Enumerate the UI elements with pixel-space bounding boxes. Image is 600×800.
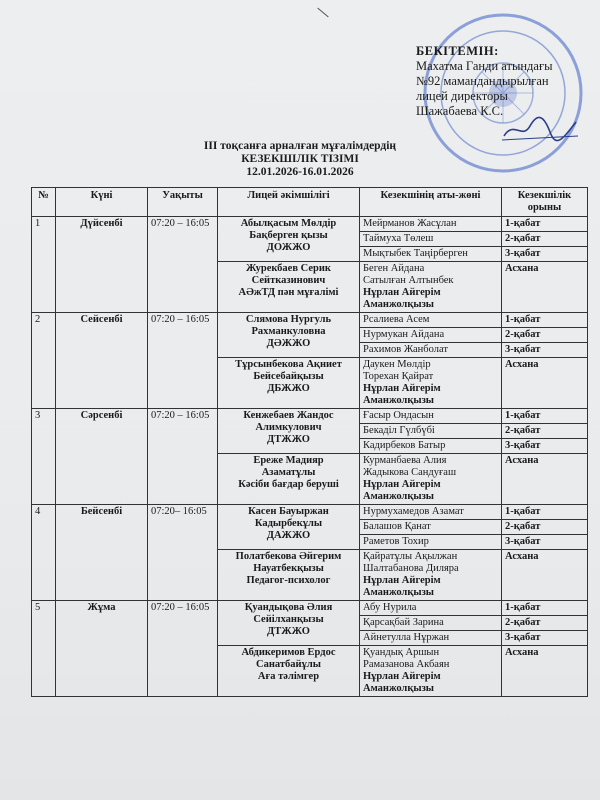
cell-line: ДӘЖЖО xyxy=(266,338,311,349)
cell-line: Шалтабанова Диляра xyxy=(363,563,459,574)
cell-line: Жадыкова Сандуғаш xyxy=(363,467,457,478)
canteen-place: Асхана xyxy=(502,262,588,313)
admin-cell xyxy=(218,313,360,358)
day-name: Сейсенбі xyxy=(56,313,148,409)
cell-line: Кәсіби бағдар беруші xyxy=(238,479,339,490)
duty-teacher: Раметов Тохир xyxy=(360,535,502,550)
cell-line: Қайратұлы Ақылжан xyxy=(363,551,458,562)
header-duty: Кезекшінің аты-жөні xyxy=(360,188,502,217)
pen-mark xyxy=(317,8,328,18)
cell-line: Касен Бауыржан xyxy=(248,506,329,517)
duty-place: 3-қабат xyxy=(502,631,588,646)
duty-teacher: Балашов Қанат xyxy=(360,520,502,535)
cell-line: Қуандық Аршын xyxy=(363,647,440,658)
cell-line: Науатбекқызы xyxy=(253,563,324,574)
approval-line: Махатма Ганди атындағы xyxy=(416,59,553,73)
approval-block xyxy=(416,44,552,119)
cell-line: Аманжолқызы xyxy=(363,491,434,502)
header-time: Уақыты xyxy=(148,188,218,217)
table-row xyxy=(32,409,588,424)
cell-line: Торехан Қайрат xyxy=(363,371,434,382)
cell-line: Даукен Мөлдір xyxy=(363,359,431,370)
duty-place: 2-қабат xyxy=(502,328,588,343)
row-number: 1 xyxy=(32,217,56,313)
table-header-row xyxy=(32,188,588,217)
table-body xyxy=(32,217,588,697)
cell-line: Абылқасым Мөлдір xyxy=(240,218,337,229)
canteen-duty-teachers xyxy=(360,646,502,697)
duty-place: 1-қабат xyxy=(502,505,588,520)
document-title xyxy=(0,140,600,179)
time-range: 07:20 – 16:05 xyxy=(148,409,218,505)
cell-line: ДБЖЖО xyxy=(267,383,310,394)
cell-line: ДТЖЖО xyxy=(267,626,310,637)
canteen-place: Асхана xyxy=(502,550,588,601)
duty-place: 3-қабат xyxy=(502,343,588,358)
canteen-duty-teachers xyxy=(360,454,502,505)
admin-cell xyxy=(218,262,360,313)
time-range: 07:20 – 16:05 xyxy=(148,217,218,313)
duty-teacher: Бекаділ Гүлбүбі xyxy=(360,424,502,439)
day-name: Жұма xyxy=(56,601,148,697)
cell-line: Қуандықова Әлия xyxy=(244,602,333,613)
approval-line: Шажабаева К.С. xyxy=(416,104,504,118)
time-range: 07:20 – 16:05 xyxy=(148,601,218,697)
duty-teacher: Рсалиева Асем xyxy=(360,313,502,328)
cell-line: Беген Айдана xyxy=(363,263,425,274)
admin-cell xyxy=(218,646,360,697)
cell-line: ДАЖЖО xyxy=(266,530,311,541)
cell-line: Кенжебаев Жандос xyxy=(243,410,334,421)
duty-place: 2-қабат xyxy=(502,520,588,535)
cell-line: Педагог-психолог xyxy=(246,575,331,586)
cell-line: Нұрлан Айгерім xyxy=(363,383,441,394)
duty-place: 1-қабат xyxy=(502,409,588,424)
header-day: Күні xyxy=(56,188,148,217)
duty-place: 3-қабат xyxy=(502,439,588,454)
approval-line: лицей директоры xyxy=(416,89,508,103)
cell-line: Курманбаева Алия xyxy=(363,455,447,466)
cell-line: Кадырбекұлы xyxy=(254,518,323,529)
table-row xyxy=(32,217,588,232)
cell-line: Рахманкуловна xyxy=(251,326,326,337)
row-number: 3 xyxy=(32,409,56,505)
cell-line: Аманжолқызы xyxy=(363,299,434,310)
table-row xyxy=(32,313,588,328)
cell-line: АӘжТД пән мұғалімі xyxy=(238,287,339,298)
header-place: Кезекшілік орыны xyxy=(502,188,588,217)
duty-teacher: Айнетулла Нұржан xyxy=(360,631,502,646)
duty-place: 2-қабат xyxy=(502,616,588,631)
day-name: Сәрсенбі xyxy=(56,409,148,505)
cell-line: Аманжолқызы xyxy=(363,587,434,598)
cell-line: Абдикеримов Ердос xyxy=(241,647,336,658)
header-admin: Лицей әкімшілігі xyxy=(218,188,360,217)
cell-line: Полатбекова Әйгерим xyxy=(235,551,342,562)
duty-teacher: Рахимов Жанболат xyxy=(360,343,502,358)
cell-line: Сатылған Алтынбек xyxy=(363,275,454,286)
duty-place: 2-қабат xyxy=(502,232,588,247)
admin-cell xyxy=(218,505,360,550)
canteen-duty-teachers xyxy=(360,358,502,409)
row-number: 5 xyxy=(32,601,56,697)
table-row xyxy=(32,505,588,520)
admin-cell xyxy=(218,601,360,646)
cell-line: Журекбаев Серик xyxy=(246,263,331,274)
duty-teacher: Кадирбеков Батыр xyxy=(360,439,502,454)
day-name: Бейсенбі xyxy=(56,505,148,601)
duty-place: 1-қабат xyxy=(502,601,588,616)
cell-line: Нұрлан Айгерім xyxy=(363,671,441,682)
duty-place: 2-қабат xyxy=(502,424,588,439)
cell-line: Бейсебайқызы xyxy=(253,371,324,382)
cell-line: Санатбайұлы xyxy=(256,659,321,670)
canteen-place: Асхана xyxy=(502,646,588,697)
duty-teacher: Нурмукан Айдана xyxy=(360,328,502,343)
cell-line: Ереже Мадияр xyxy=(253,455,324,466)
canteen-duty-teachers xyxy=(360,550,502,601)
cell-line: Аманжолқызы xyxy=(363,395,434,406)
admin-cell xyxy=(218,409,360,454)
table-row xyxy=(32,601,588,616)
cell-line: Алимкулович xyxy=(255,422,322,433)
title-dates: 12.01.2026-16.01.2026 xyxy=(246,166,354,178)
canteen-place: Асхана xyxy=(502,358,588,409)
title-line: КЕЗЕКШІЛІК ТІЗІМІ xyxy=(241,153,359,165)
cell-line: Слямова Нургуль xyxy=(245,314,332,325)
duty-place: 1-қабат xyxy=(502,313,588,328)
row-number: 4 xyxy=(32,505,56,601)
cell-line: Рамазанова Акбаян xyxy=(363,659,450,670)
admin-cell xyxy=(218,550,360,601)
duty-teacher: Ғасыр Ондасын xyxy=(360,409,502,424)
header-num: № xyxy=(32,188,56,217)
cell-line: Азаматұлы xyxy=(261,467,316,478)
cell-line: ДТЖЖО xyxy=(267,434,310,445)
duty-place: 3-қабат xyxy=(502,247,588,262)
approval-line: №92 мамандандырылған xyxy=(416,74,549,88)
duty-place: 3-қабат xyxy=(502,535,588,550)
duty-teacher: Мейрманов Жасұлан xyxy=(360,217,502,232)
duty-teacher: Қарсақбай Зарина xyxy=(360,616,502,631)
cell-line: Сейілханқызы xyxy=(253,614,324,625)
cell-line: Бақберген қызы xyxy=(249,230,328,241)
canteen-place: Асхана xyxy=(502,454,588,505)
duty-teacher: Мықтыбек Таңірберген xyxy=(360,247,502,262)
cell-line: Аманжолқызы xyxy=(363,683,434,694)
row-number: 2 xyxy=(32,313,56,409)
cell-line: Нұрлан Айгерім xyxy=(363,287,441,298)
cell-line: Нұрлан Айгерім xyxy=(363,575,441,586)
time-range: 07:20 – 16:05 xyxy=(148,313,218,409)
cell-line: Тұрсынбекова Ақниет xyxy=(235,359,342,370)
admin-cell xyxy=(218,358,360,409)
cell-line: Нұрлан Айгерім xyxy=(363,479,441,490)
day-name: Дүйсенбі xyxy=(56,217,148,313)
admin-cell xyxy=(218,454,360,505)
duty-place: 1-қабат xyxy=(502,217,588,232)
cell-line: Сейтказинович xyxy=(251,275,326,286)
admin-cell xyxy=(218,217,360,262)
time-range: 07:20– 16:05 xyxy=(148,505,218,601)
cell-line: ДОЖЖО xyxy=(266,242,311,253)
canteen-duty-teachers xyxy=(360,262,502,313)
duty-teacher: Абу Нурила xyxy=(360,601,502,616)
title-line: ІІІ тоқсанға арналған мұғалімдердің xyxy=(203,140,397,152)
duty-teacher: Таймуха Төлеш xyxy=(360,232,502,247)
approval-heading: БЕКІТЕМІН: xyxy=(416,44,499,58)
cell-line: Аға тәлімгер xyxy=(257,671,320,682)
duty-schedule-table xyxy=(31,187,588,697)
duty-teacher: Нурмухамедов Азамат xyxy=(360,505,502,520)
